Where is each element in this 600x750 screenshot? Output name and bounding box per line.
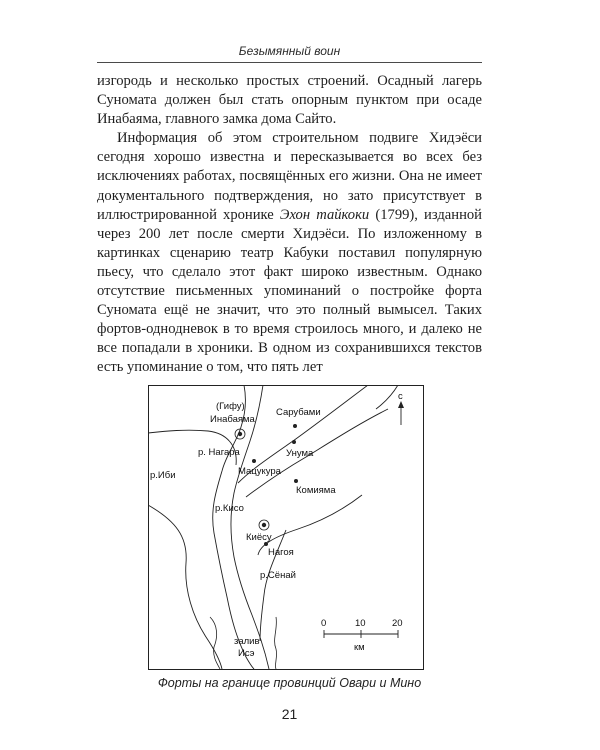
scale-unit: км	[354, 642, 365, 653]
paragraph-2-part-1: Информация об этом строительном подвиге Хидэёси сегодня хорошо известна и пересказывается во всех без исключениях работах, посвящённых его жизни. Она не имеет документального подтверждения, но зато присутствует в иллюстрированной хронике	[97, 130, 482, 223]
running-head: Безымянный воин	[238, 44, 341, 58]
label-matsukura: Мацукура	[238, 466, 281, 477]
kiesu-dot	[262, 523, 266, 527]
label-sarubami: Сарубами	[276, 407, 321, 418]
paragraph-1: изгородь и несколько простых строений. Осадный лагерь Суномата должен был стать опорным пунктом при осаде Инабаяма, главного замка дома Сайто.	[97, 73, 482, 128]
scale-tick-0: 0	[321, 618, 327, 629]
label-nagoya: Нагоя	[268, 547, 294, 558]
map-frame	[149, 386, 424, 670]
label-inabayama: Инабаяма	[210, 414, 255, 425]
komiyama-dot	[294, 479, 298, 483]
label-komiyama: Комияма	[296, 485, 336, 496]
matsukura-dot	[252, 459, 256, 463]
scale-tick-20: 20	[392, 618, 403, 629]
unuma-dot	[292, 440, 296, 444]
sarubami-dot	[293, 424, 297, 428]
label-senai: р.Сёнай	[260, 570, 296, 581]
label-unuma: Унума	[286, 448, 314, 459]
label-gifu: (Гифу)	[216, 401, 245, 412]
body-text	[97, 72, 482, 378]
inabayama-dot	[238, 432, 242, 436]
page-number: 21	[281, 706, 298, 722]
map-figure	[148, 385, 424, 670]
label-ibi: р.Иби	[150, 470, 176, 481]
label-bay-line2: Исэ	[238, 648, 255, 659]
map	[148, 385, 424, 670]
north-label: с	[398, 391, 403, 402]
label-nagara: р. Нагара	[198, 447, 240, 458]
scale-tick-10: 10	[355, 618, 366, 629]
paragraph-2-part-2: (1799), изданной через 200 лет после смерти Хидэёси. По изложенному в картинках сценарию театр Кабуки поставил популярную пьесу, что сделало этот факт широко известным. Однако отсутствие письменных упоминаний о постройке форта Суномата ещё не значит, что это полный вымысел. Таких фортов-однодневок в то время строилось много, и далеко не все попадали в хроники. В одном из сохранившихся текстов есть упоминание о том, что пять лет	[97, 206, 482, 376]
figure-caption: Форты на границе провинций Овари и Мино	[157, 676, 422, 690]
label-bay-line1: залив	[234, 636, 260, 647]
paragraph-2	[97, 129, 482, 377]
book-title: Эхон тайкоки	[279, 206, 370, 223]
header-rule	[97, 62, 482, 63]
label-kiesu: Киёсу	[246, 532, 272, 543]
label-kiso: р.Кисо	[215, 503, 244, 514]
